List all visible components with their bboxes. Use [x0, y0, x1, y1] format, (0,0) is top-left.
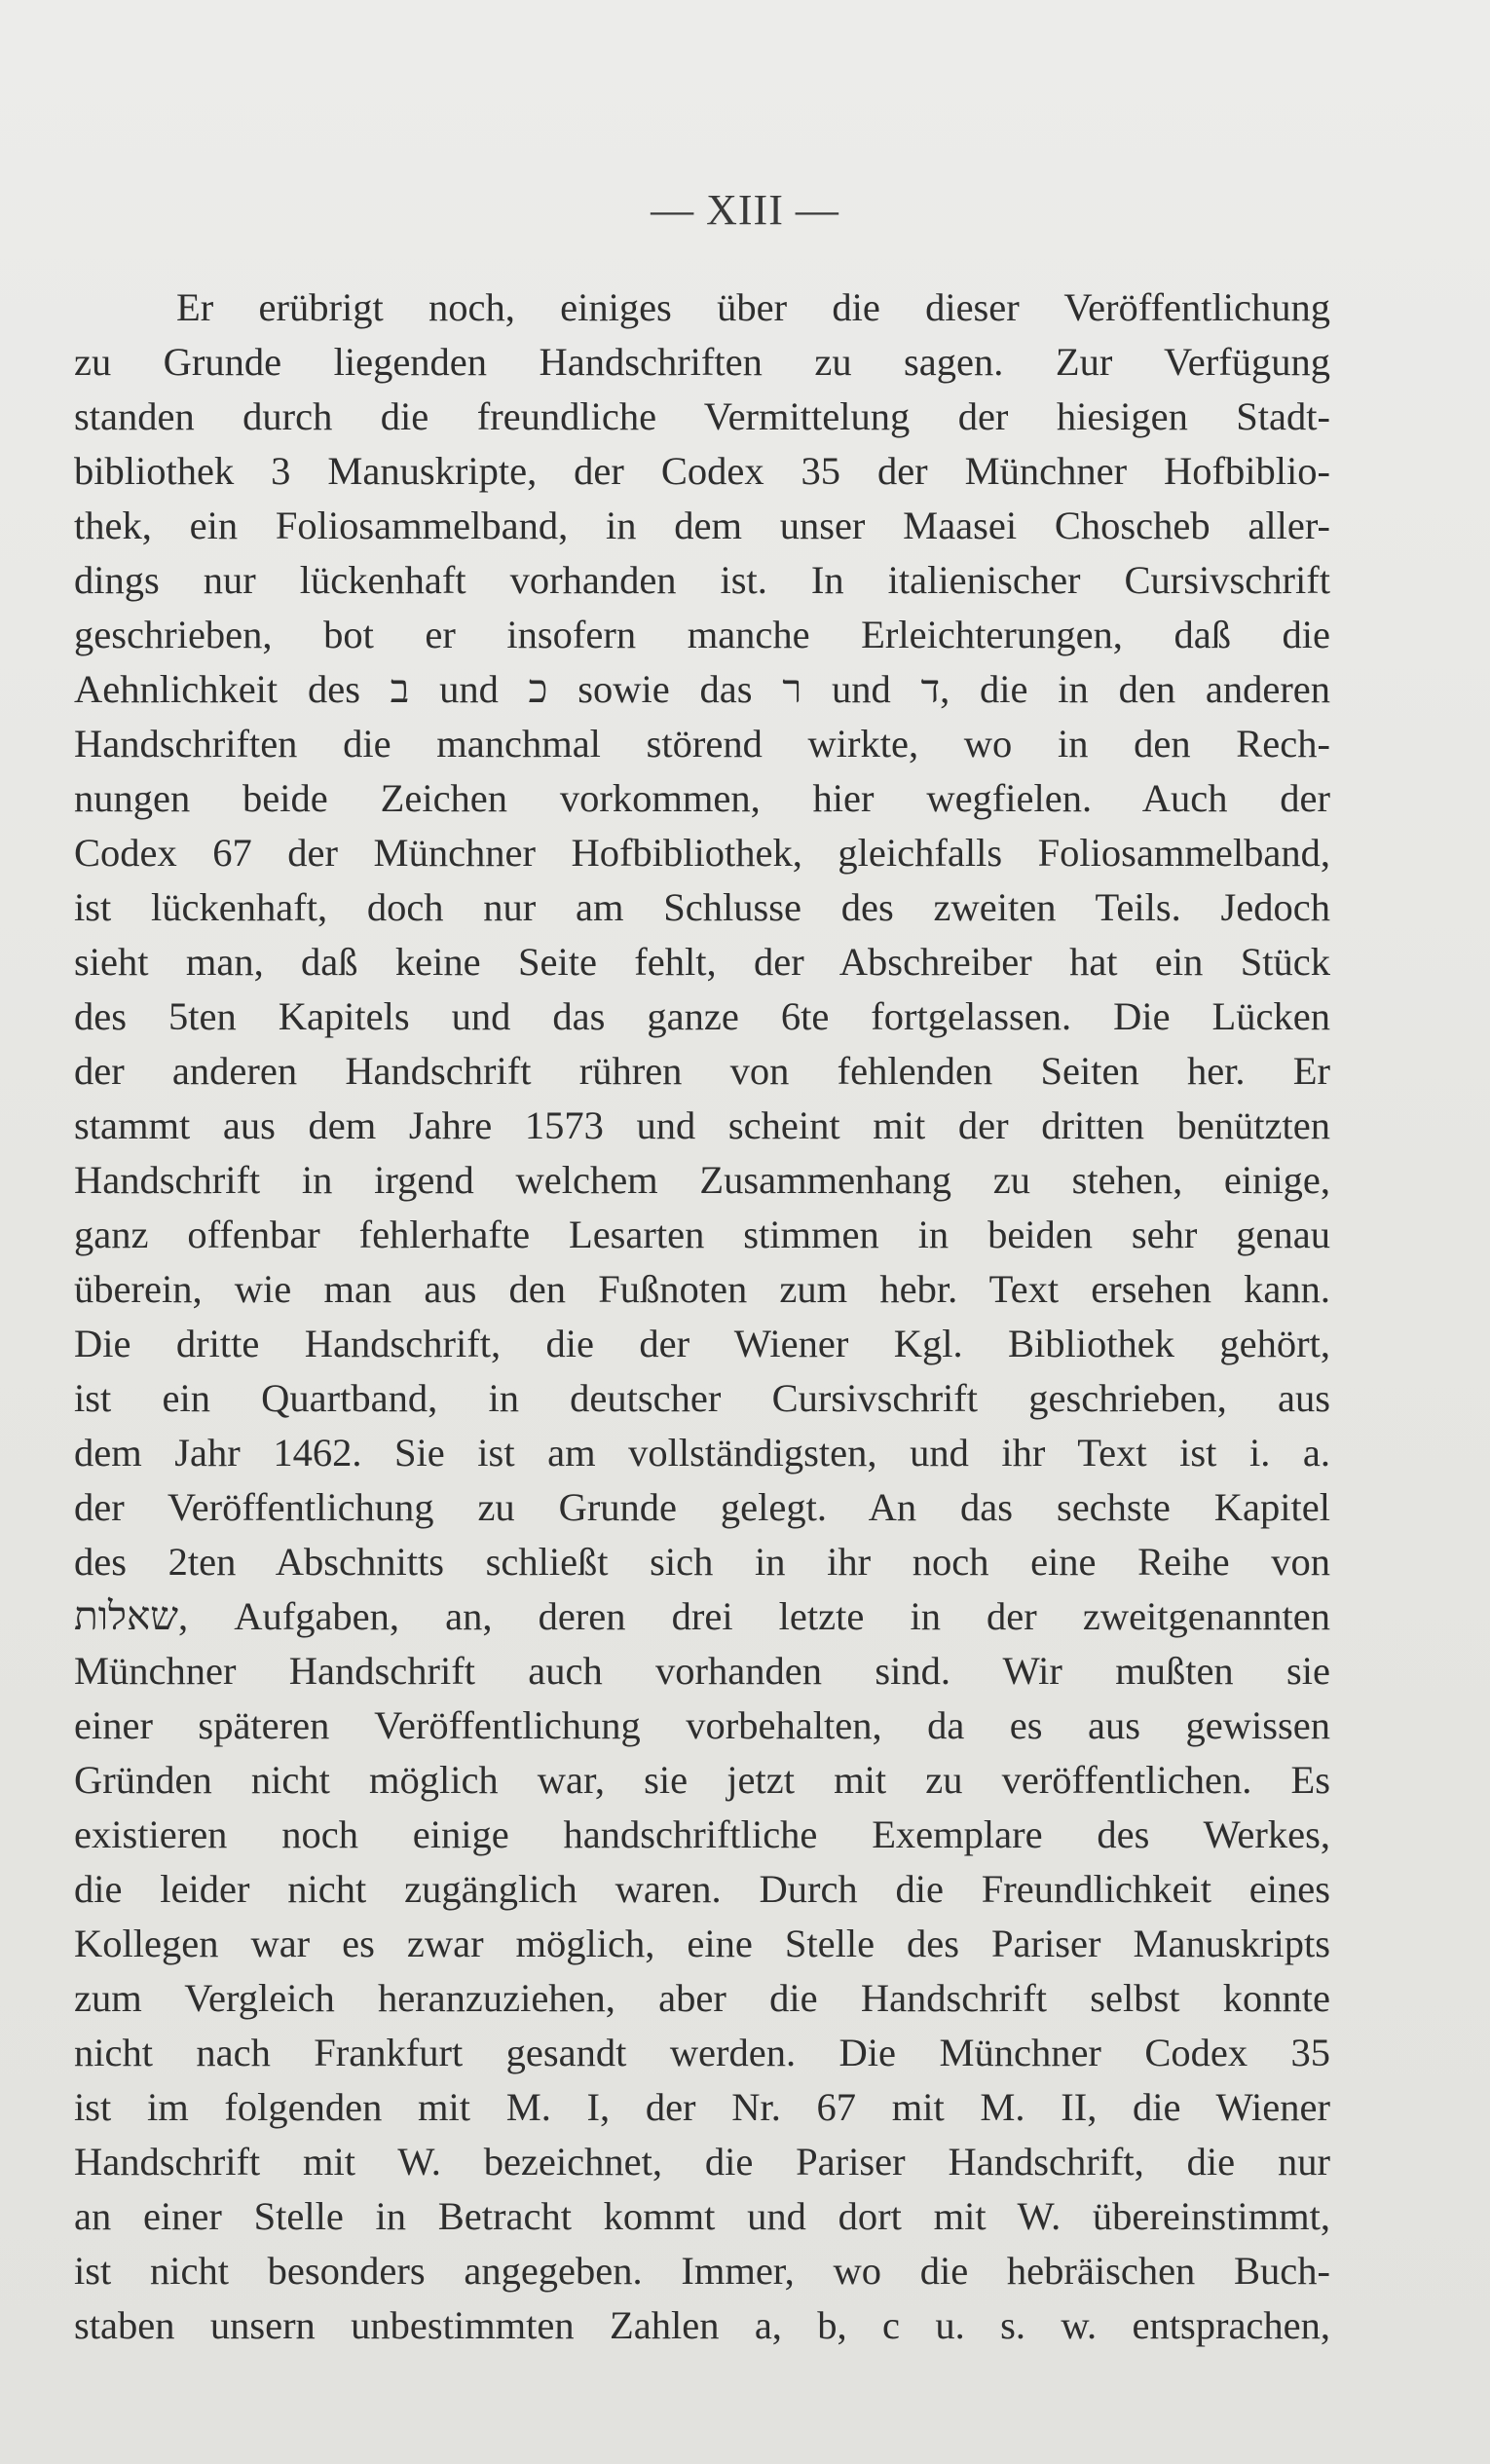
text-line: sieht man, daß keine Seite fehlt, der Abschreiber hat ein Stück: [74, 940, 1330, 984]
text-line: des 5ten Kapitels und das ganze 6te fortgelassen. Die Lücken: [74, 994, 1330, 1038]
body-text: [74, 280, 1330, 2353]
text-line: Handschriften die manchmal störend wirkte, wo in den Rech-: [74, 722, 1330, 765]
text-line: Er erübrigt noch, einiges über die dieser Veröffentlichung: [176, 285, 1330, 329]
text-line: an einer Stelle in Betracht kommt und dort mit W. übereinstimmt,: [74, 2194, 1330, 2238]
text-line: thek, ein Foliosammelband, in dem unser Maasei Choscheb aller-: [74, 504, 1330, 547]
text-line: Kollegen war es zwar möglich, eine Stelle des Pariser Manuskripts: [74, 1922, 1330, 1965]
text-line: überein, wie man aus den Fußnoten zum hebr. Text ersehen kann.: [74, 1267, 1330, 1311]
text-line: der anderen Handschrift rühren von fehlenden Seiten her. Er: [74, 1049, 1330, 1093]
text-line: ist im folgenden mit M. I, der Nr. 67 mit M. II, die Wiener: [74, 2085, 1330, 2129]
text-line: ganz offenbar fehlerhafte Lesarten stimmen in beiden sehr genau: [74, 1213, 1330, 1256]
text-line: Aehnlichkeit des ב und כ sowie das ר und ד, die in den anderen: [74, 667, 1331, 711]
text-line: ist lückenhaft, doch nur am Schlusse des zweiten Teils. Jedoch: [74, 885, 1330, 929]
text-line: ist ein Quartband, in deutscher Cursivschrift geschrieben, aus: [74, 1376, 1330, 1420]
text-line: standen durch die freundliche Vermittelung der hiesigen Stadt-: [74, 394, 1330, 438]
text-line: bibliothek 3 Manuskripte, der Codex 35 der Münchner Hofbiblio-: [74, 449, 1330, 493]
text-line: dings nur lückenhaft vorhanden ist. In italienischer Cursivschrift: [74, 558, 1330, 602]
text-line: nicht nach Frankfurt gesandt werden. Die Münchner Codex 35: [74, 2031, 1330, 2074]
text-line: Münchner Handschrift auch vorhanden sind. Wir mußten sie: [74, 1649, 1330, 1693]
text-line: שאלות, Aufgaben, an, deren drei letzte in der zweitgenannten: [74, 1594, 1330, 1638]
text-line: ist nicht besonders angegeben. Immer, wo die hebräischen Buch-: [74, 2249, 1330, 2293]
text-line: Die dritte Handschrift, die der Wiener Kgl. Bibliothek gehört,: [74, 1322, 1330, 1365]
text-line: Codex 67 der Münchner Hofbibliothek, gleichfalls Foliosammelband,: [74, 831, 1330, 875]
text-line: staben unsern unbestimmten Zahlen a, b, c u. s. w. entsprachen,: [74, 2303, 1330, 2347]
text-line: die leider nicht zugänglich waren. Durch die Freundlichkeit eines: [74, 1867, 1330, 1911]
text-line: zum Vergleich heranzuziehen, aber die Handschrift selbst konnte: [74, 1976, 1330, 2020]
text-line: einer späteren Veröffentlichung vorbehalten, da es aus gewissen: [74, 1703, 1330, 1747]
text-line: stammt aus dem Jahre 1573 und scheint mit der dritten benützten: [74, 1103, 1330, 1147]
text-line: Handschrift in irgend welchem Zusammenhang zu stehen, einige,: [74, 1158, 1330, 1202]
text-line: zu Grunde liegenden Handschriften zu sagen. Zur Verfügung: [74, 340, 1330, 384]
text-line: dem Jahr 1462. Sie ist am vollständigsten, und ihr Text ist i. a.: [74, 1431, 1330, 1475]
text-line: der Veröffentlichung zu Grunde gelegt. An das sechste Kapitel: [74, 1485, 1330, 1529]
text-line: Handschrift mit W. bezeichnet, die Pariser Handschrift, die nur: [74, 2140, 1330, 2184]
text-line: geschrieben, bot er insofern manche Erleichterungen, daß die: [74, 613, 1330, 656]
page-number: — XIII —: [651, 186, 839, 234]
text-line: Gründen nicht möglich war, sie jetzt mit zu veröffentlichen. Es: [74, 1758, 1330, 1802]
text-line: nungen beide Zeichen vorkommen, hier wegfielen. Auch der: [74, 776, 1330, 820]
text-line: existieren noch einige handschriftliche Exemplare des Werkes,: [74, 1812, 1330, 1856]
text-line: des 2ten Abschnitts schließt sich in ihr noch eine Reihe von: [74, 1540, 1330, 1584]
